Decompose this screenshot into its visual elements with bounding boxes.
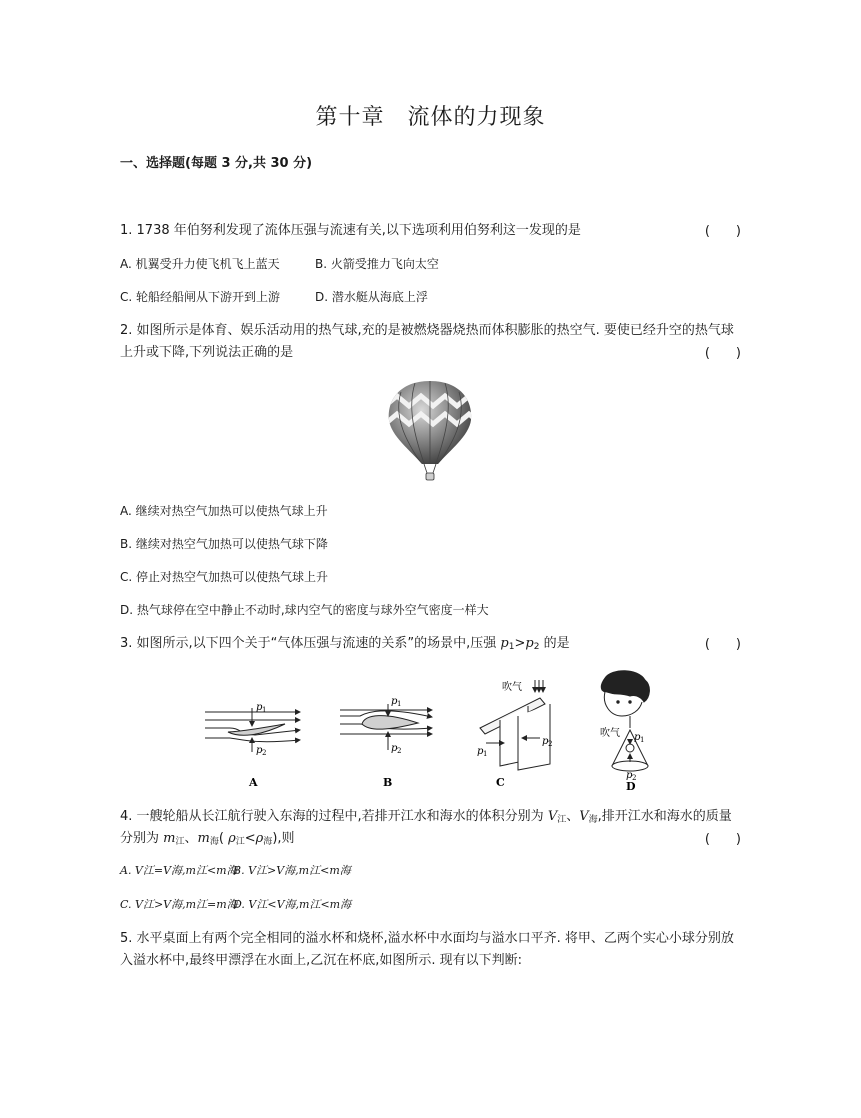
scenario-a-p1-label: p: [256, 702, 263, 713]
greater-than-sign: >: [514, 636, 526, 651]
scenario-b-p2-label: p: [391, 743, 398, 754]
question-4-stem2-post: ),则: [272, 831, 295, 846]
volume-symbol: V: [547, 809, 558, 824]
question-2-option-b: B. 继续对热空气加热可以使热气球下降: [120, 537, 328, 551]
question-2-stem-line2: 上升或下降,下列说法正确的是: [120, 345, 294, 360]
sea-subscript-3: 海: [263, 837, 273, 847]
scenario-a-p1-index: 1: [262, 706, 267, 714]
question-1-option-a: A. 机翼受升力使飞机飞上蓝天: [120, 257, 280, 271]
scenario-a-label: A: [249, 776, 258, 789]
question-3-stem: [120, 633, 742, 658]
question-4-option-b: B. V江>V海,m江<m海: [233, 864, 351, 877]
volume-symbol-2: V: [579, 809, 589, 824]
question-4-stem1-pre: 4. 一艘轮船从长江航行驶入东海的过程中,若排开江水和海水的体积分别为: [120, 809, 548, 824]
question-1-stem: 1. 1738 年伯努利发现了流体压强与流速有关,以下选项利用伯努利这一发现的是: [120, 223, 581, 238]
scenario-d-diagram: [601, 671, 649, 771]
scenario-b-p1-index: 1: [397, 700, 402, 708]
question-1-answer-blank: ( ): [704, 224, 741, 239]
river-subscript: 江: [557, 815, 567, 825]
sea-subscript: 海: [588, 815, 598, 825]
scenario-c-blow-label: 吹气: [502, 682, 522, 693]
scenario-c-diagram: [480, 680, 553, 770]
question-2-option-d: D. 热气球停在空中静止不动时,球内空气的密度与球外空气密度一样大: [120, 603, 489, 617]
mass-symbol-2: m: [197, 831, 210, 846]
sea-subscript-2: 海: [209, 837, 219, 847]
question-2-stem-line1: 2. 如图所示是体育、娱乐活动用的热气球,充的是被燃烧器烧热而体积膨胀的热空气. 要使已经升空的热气球: [120, 323, 734, 338]
scenario-c-p1-label: p: [477, 746, 484, 757]
scenario-d-p1-label: p: [634, 732, 641, 743]
question-4-option-d: D. V江<V海,m江<m海: [233, 898, 352, 911]
pressure-flow-scenarios-figure: [200, 668, 670, 793]
scenario-d-label: D: [626, 780, 636, 793]
scenario-b-p1-label: p: [391, 696, 398, 707]
scenario-d-p1-index: 1: [640, 736, 645, 744]
density-symbol-2: ρ: [255, 831, 264, 846]
scenario-a-p2-index: 2: [262, 749, 267, 757]
scenario-a-p2-label: p: [256, 745, 263, 756]
question-4-option-c: C. V江>V海,m江=m海: [120, 898, 238, 911]
scenario-a-diagram: [205, 708, 300, 752]
p2-subscript: 2: [533, 642, 540, 652]
scenario-c-label: C: [496, 776, 505, 789]
river-subscript-3: 江: [235, 837, 245, 847]
p1-symbol: p: [500, 636, 509, 651]
question-4-option-a: A. V江=V海,m江<m海: [120, 864, 238, 877]
question-4-stem-line2: 分别为 $m_江$、$m_海$( $\rho_江<\rho_海$),则: [120, 831, 295, 847]
question-3-answer-blank: ( ): [704, 637, 741, 652]
hot-air-balloon-figure: [385, 378, 475, 483]
question-4-stem1-post: ,排开江水和海水的质量: [597, 809, 732, 824]
question-2-answer-blank: ( ): [704, 346, 741, 361]
p1-subscript: 1: [508, 642, 515, 652]
scenario-c-p2-label: p: [542, 736, 549, 747]
scenario-b-diagram: [340, 704, 432, 750]
question-1-option-d: D. 潜水艇从海底上浮: [315, 290, 428, 304]
mass-symbol: m: [163, 831, 176, 846]
density-symbol: ρ: [228, 831, 236, 846]
question-5-stem-line2: 入溢水杯中,最终甲漂浮在水面上,乙沉在杯底,如图所示. 现有以下判断:: [120, 953, 523, 968]
river-subscript-2: 江: [175, 837, 185, 847]
question-2-option-c: C. 停止对热空气加热可以使热气球上升: [120, 570, 329, 584]
scenario-d-p2-index: 2: [632, 774, 637, 782]
question-4-answer-blank: ( ): [704, 832, 741, 847]
question-1-option-c: C. 轮船经船闸从下游开到上游: [120, 290, 281, 304]
page-title: 第十章 流体的力现象: [315, 105, 546, 130]
p2-symbol: p: [525, 636, 534, 651]
separator: 、: [566, 809, 580, 824]
scenario-b-label: B: [383, 776, 393, 789]
scenario-d-blow-label: 吹气: [600, 728, 620, 739]
less-than-sign: <: [244, 831, 256, 846]
scenario-d-p2-label: p: [626, 770, 633, 781]
separator-2: 、: [184, 831, 198, 846]
question-2-option-a: A. 继续对热空气加热可以使热气球上升: [120, 504, 328, 518]
question-1-option-b: B. 火箭受推力飞向太空: [315, 257, 439, 271]
scenario-b-p2-index: 2: [397, 747, 402, 755]
section-heading: 一、选择题(每题 3 分,共 30 分): [120, 156, 313, 171]
question-5-stem-line1: 5. 水平桌面上有两个完全相同的溢水杯和烧杯,溢水杯中水面均与溢水口平齐. 将甲、乙两个实心小球分别放: [120, 931, 734, 946]
scenario-c-p2-index: 2: [548, 740, 553, 748]
scenario-c-p1-index: 1: [483, 750, 488, 758]
question-3-stem-post: 的是: [539, 636, 570, 651]
question-4-stem2-pre: 分别为: [120, 831, 164, 846]
question-3-stem-pre: 3. 如图所示,以下四个关于“气体压强与流速的关系”的场景中,压强: [120, 636, 501, 651]
